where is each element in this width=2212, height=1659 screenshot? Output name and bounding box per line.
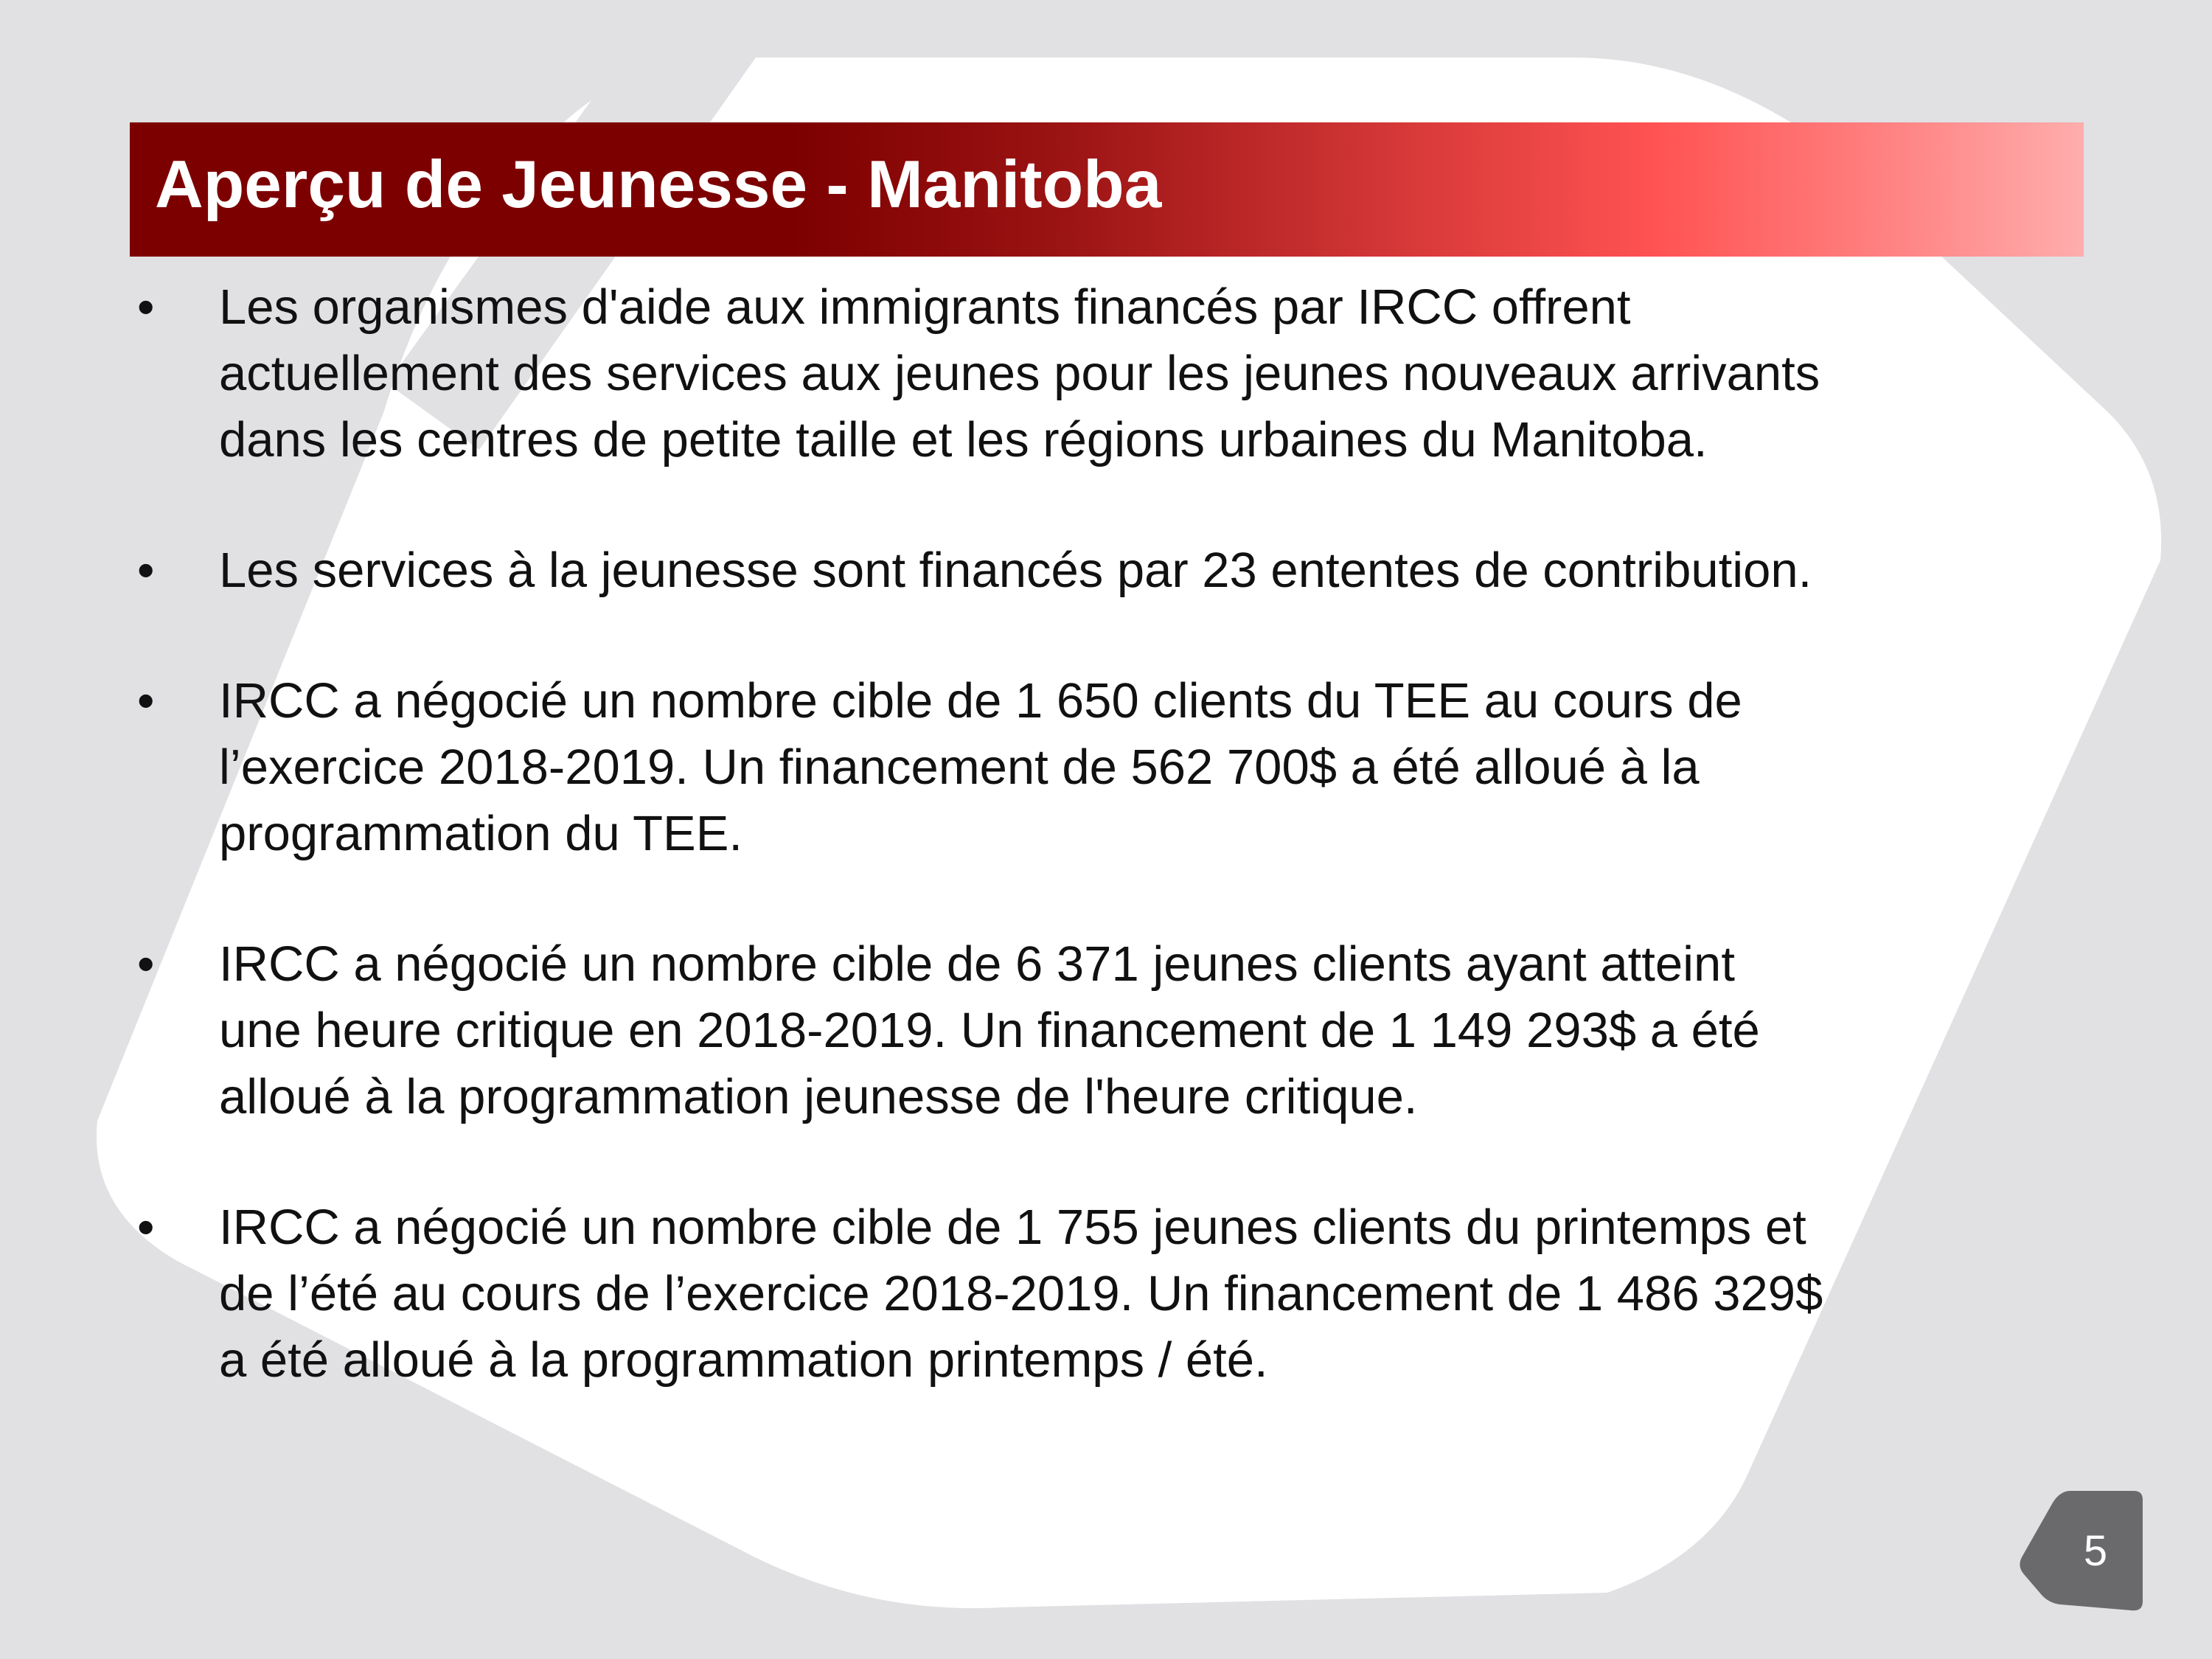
bullet-line: alloué à la programmation jeunesse de l'heure critique.: [219, 1069, 1418, 1124]
bullet-list: [130, 274, 2047, 1458]
bullet-item: [130, 274, 2047, 473]
title-banner: [130, 122, 2084, 257]
bullet-line: IRCC a négocié un nombre cible de 1 755 jeunes clients du printemps et: [219, 1200, 1806, 1255]
bullet-text: [219, 668, 2047, 867]
bullet-item: [130, 1194, 2047, 1394]
bullet-text: [219, 538, 2047, 604]
bullet-line: a été alloué à la programmation printemps / été.: [219, 1332, 1268, 1388]
bullet-line: actuellement des services aux jeunes pour les jeunes nouveaux arrivants: [219, 346, 1820, 401]
bullet-marker: •: [137, 673, 155, 728]
bullet-line: IRCC a négocié un nombre cible de 1 650 clients du TEE au cours de: [219, 673, 1742, 728]
bullet-item: [130, 931, 2047, 1130]
bullet-line: l’exercice 2018-2019. Un financement de 562 700$ a été alloué à la: [219, 740, 1700, 795]
bullet-line: programmation du TEE.: [219, 806, 743, 861]
bullet-line: de l’été au cours de l’exercice 2018-2019. Un financement de 1 486 329$: [219, 1266, 1823, 1321]
bullet-line: une heure critique en 2018-2019. Un financement de 1 149 293$ a été: [219, 1003, 1760, 1058]
slide-number: 5: [2083, 1527, 2108, 1575]
bullet-marker: •: [137, 543, 155, 598]
bullet-item: [130, 668, 2047, 867]
bullet-text: [219, 931, 2047, 1130]
bullet-item: [130, 538, 2047, 604]
bullet-marker: •: [137, 279, 155, 335]
slide-number-badge: [2017, 1488, 2144, 1615]
slide-title: Aperçu de Jeunesse - Manitoba: [155, 147, 1162, 222]
bullet-line: Les organismes d'aide aux immigrants financés par IRCC offrent: [219, 279, 1631, 335]
bullet-text: [219, 1194, 2047, 1394]
bullet-line: Les services à la jeunesse sont financés par 23 ententes de contribution.: [219, 543, 1812, 598]
bullet-marker: •: [137, 936, 155, 992]
bullet-line: dans les centres de petite taille et les régions urbaines du Manitoba.: [219, 412, 1708, 467]
bullet-line: IRCC a négocié un nombre cible de 6 371 jeunes clients ayant atteint: [219, 936, 1735, 992]
bullet-text: [219, 274, 2047, 473]
bullet-marker: •: [137, 1200, 155, 1255]
